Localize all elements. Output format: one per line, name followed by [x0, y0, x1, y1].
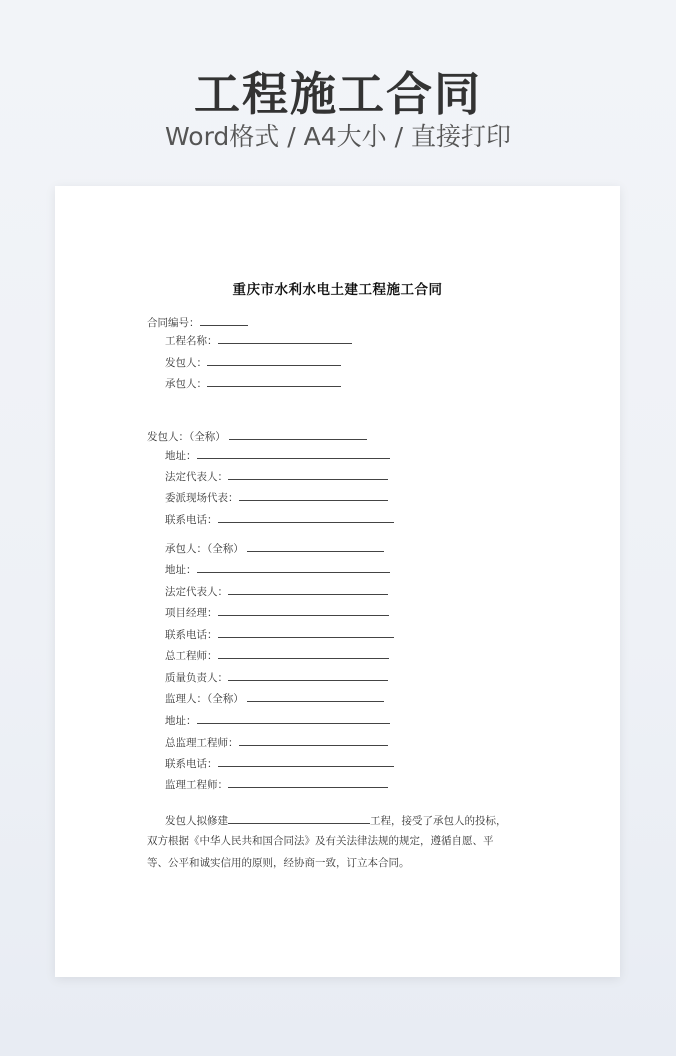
field-label: 合同编号：	[147, 317, 200, 329]
body-paragraph-line-1	[165, 812, 507, 828]
page-subtitle: Word格式 / A4大小 / 直接打印	[165, 122, 511, 151]
employer-cover-field	[165, 354, 341, 370]
field-blank	[228, 468, 388, 480]
contract-number-field	[147, 314, 248, 330]
field-label: 工程名称：	[165, 335, 218, 347]
field-label: 发包人：（全称）	[147, 431, 226, 443]
field-label: 联系电话：	[165, 514, 218, 526]
field-label: 承包人：（全称）	[165, 543, 244, 555]
supervisor-heading	[165, 690, 384, 706]
contractor-legal-rep-field	[165, 583, 388, 599]
employer-legal-rep-field	[165, 468, 388, 484]
contractor-address-field	[165, 561, 390, 577]
field-blank	[247, 690, 384, 702]
field-label: 法定代表人：	[165, 586, 228, 598]
field-label: 法定代表人：	[165, 471, 228, 483]
field-label: 监理工程师：	[165, 779, 228, 791]
supervisor-address-field	[165, 712, 390, 728]
field-label: 质量负责人：	[165, 672, 228, 684]
field-blank	[218, 755, 394, 767]
document-title: 重庆市水利水电土建工程施工合同	[232, 282, 443, 298]
field-blank	[239, 489, 388, 501]
field-label: 联系电话：	[165, 629, 218, 641]
employer-site-rep-field	[165, 489, 388, 505]
employer-address-field	[165, 447, 390, 463]
field-blank	[228, 776, 388, 788]
contractor-heading	[165, 540, 384, 556]
field-blank	[218, 511, 394, 523]
field-blank	[207, 375, 341, 387]
field-label: 项目经理：	[165, 607, 218, 619]
field-blank	[247, 540, 384, 552]
supervisor-phone-field	[165, 755, 394, 771]
field-blank	[239, 734, 388, 746]
field-label: 总工程师：	[165, 650, 218, 662]
field-blank	[200, 314, 248, 326]
body-paragraph-line-2: 双方根据《中华人民共和国合同法》及有关法律法规的规定，遵循自愿、平	[147, 835, 494, 847]
field-blank	[197, 712, 390, 724]
project-name-field	[165, 332, 352, 348]
contractor-pm-field	[165, 604, 389, 620]
field-label: 发包人：	[165, 357, 207, 369]
field-blank	[197, 561, 390, 573]
field-label: 联系电话：	[165, 758, 218, 770]
field-blank	[228, 669, 388, 681]
field-label: 地址：	[165, 715, 197, 727]
paragraph-text: 发包人拟修建	[165, 815, 228, 827]
contractor-chief-engineer-field	[165, 647, 389, 663]
employer-phone-field	[165, 511, 394, 527]
document-page	[55, 186, 620, 977]
field-label: 地址：	[165, 564, 197, 576]
paragraph-text: 工程，接受了承包人的投标，	[370, 815, 507, 827]
supervisor-engineer-field	[165, 776, 388, 792]
page-title: 工程施工合同	[194, 67, 482, 121]
field-blank	[229, 428, 367, 440]
contractor-cover-field	[165, 375, 341, 391]
contractor-phone-field	[165, 626, 394, 642]
field-label: 监理人：（全称）	[165, 693, 244, 705]
field-label: 承包人：	[165, 378, 207, 390]
field-label: 委派现场代表：	[165, 492, 239, 504]
field-blank	[218, 604, 389, 616]
contractor-quality-lead-field	[165, 669, 388, 685]
field-blank	[207, 354, 341, 366]
field-label: 总监理工程师：	[165, 737, 239, 749]
field-label: 地址：	[165, 450, 197, 462]
field-blank	[228, 583, 388, 595]
field-blank	[218, 626, 394, 638]
field-blank	[197, 447, 390, 459]
employer-heading	[147, 428, 367, 444]
body-paragraph-line-3: 等、公平和诚实信用的原则，经协商一致，订立本合同。	[147, 857, 410, 869]
field-blank	[228, 812, 370, 824]
field-blank	[218, 647, 389, 659]
field-blank	[218, 332, 352, 344]
supervisor-chief-field	[165, 734, 388, 750]
